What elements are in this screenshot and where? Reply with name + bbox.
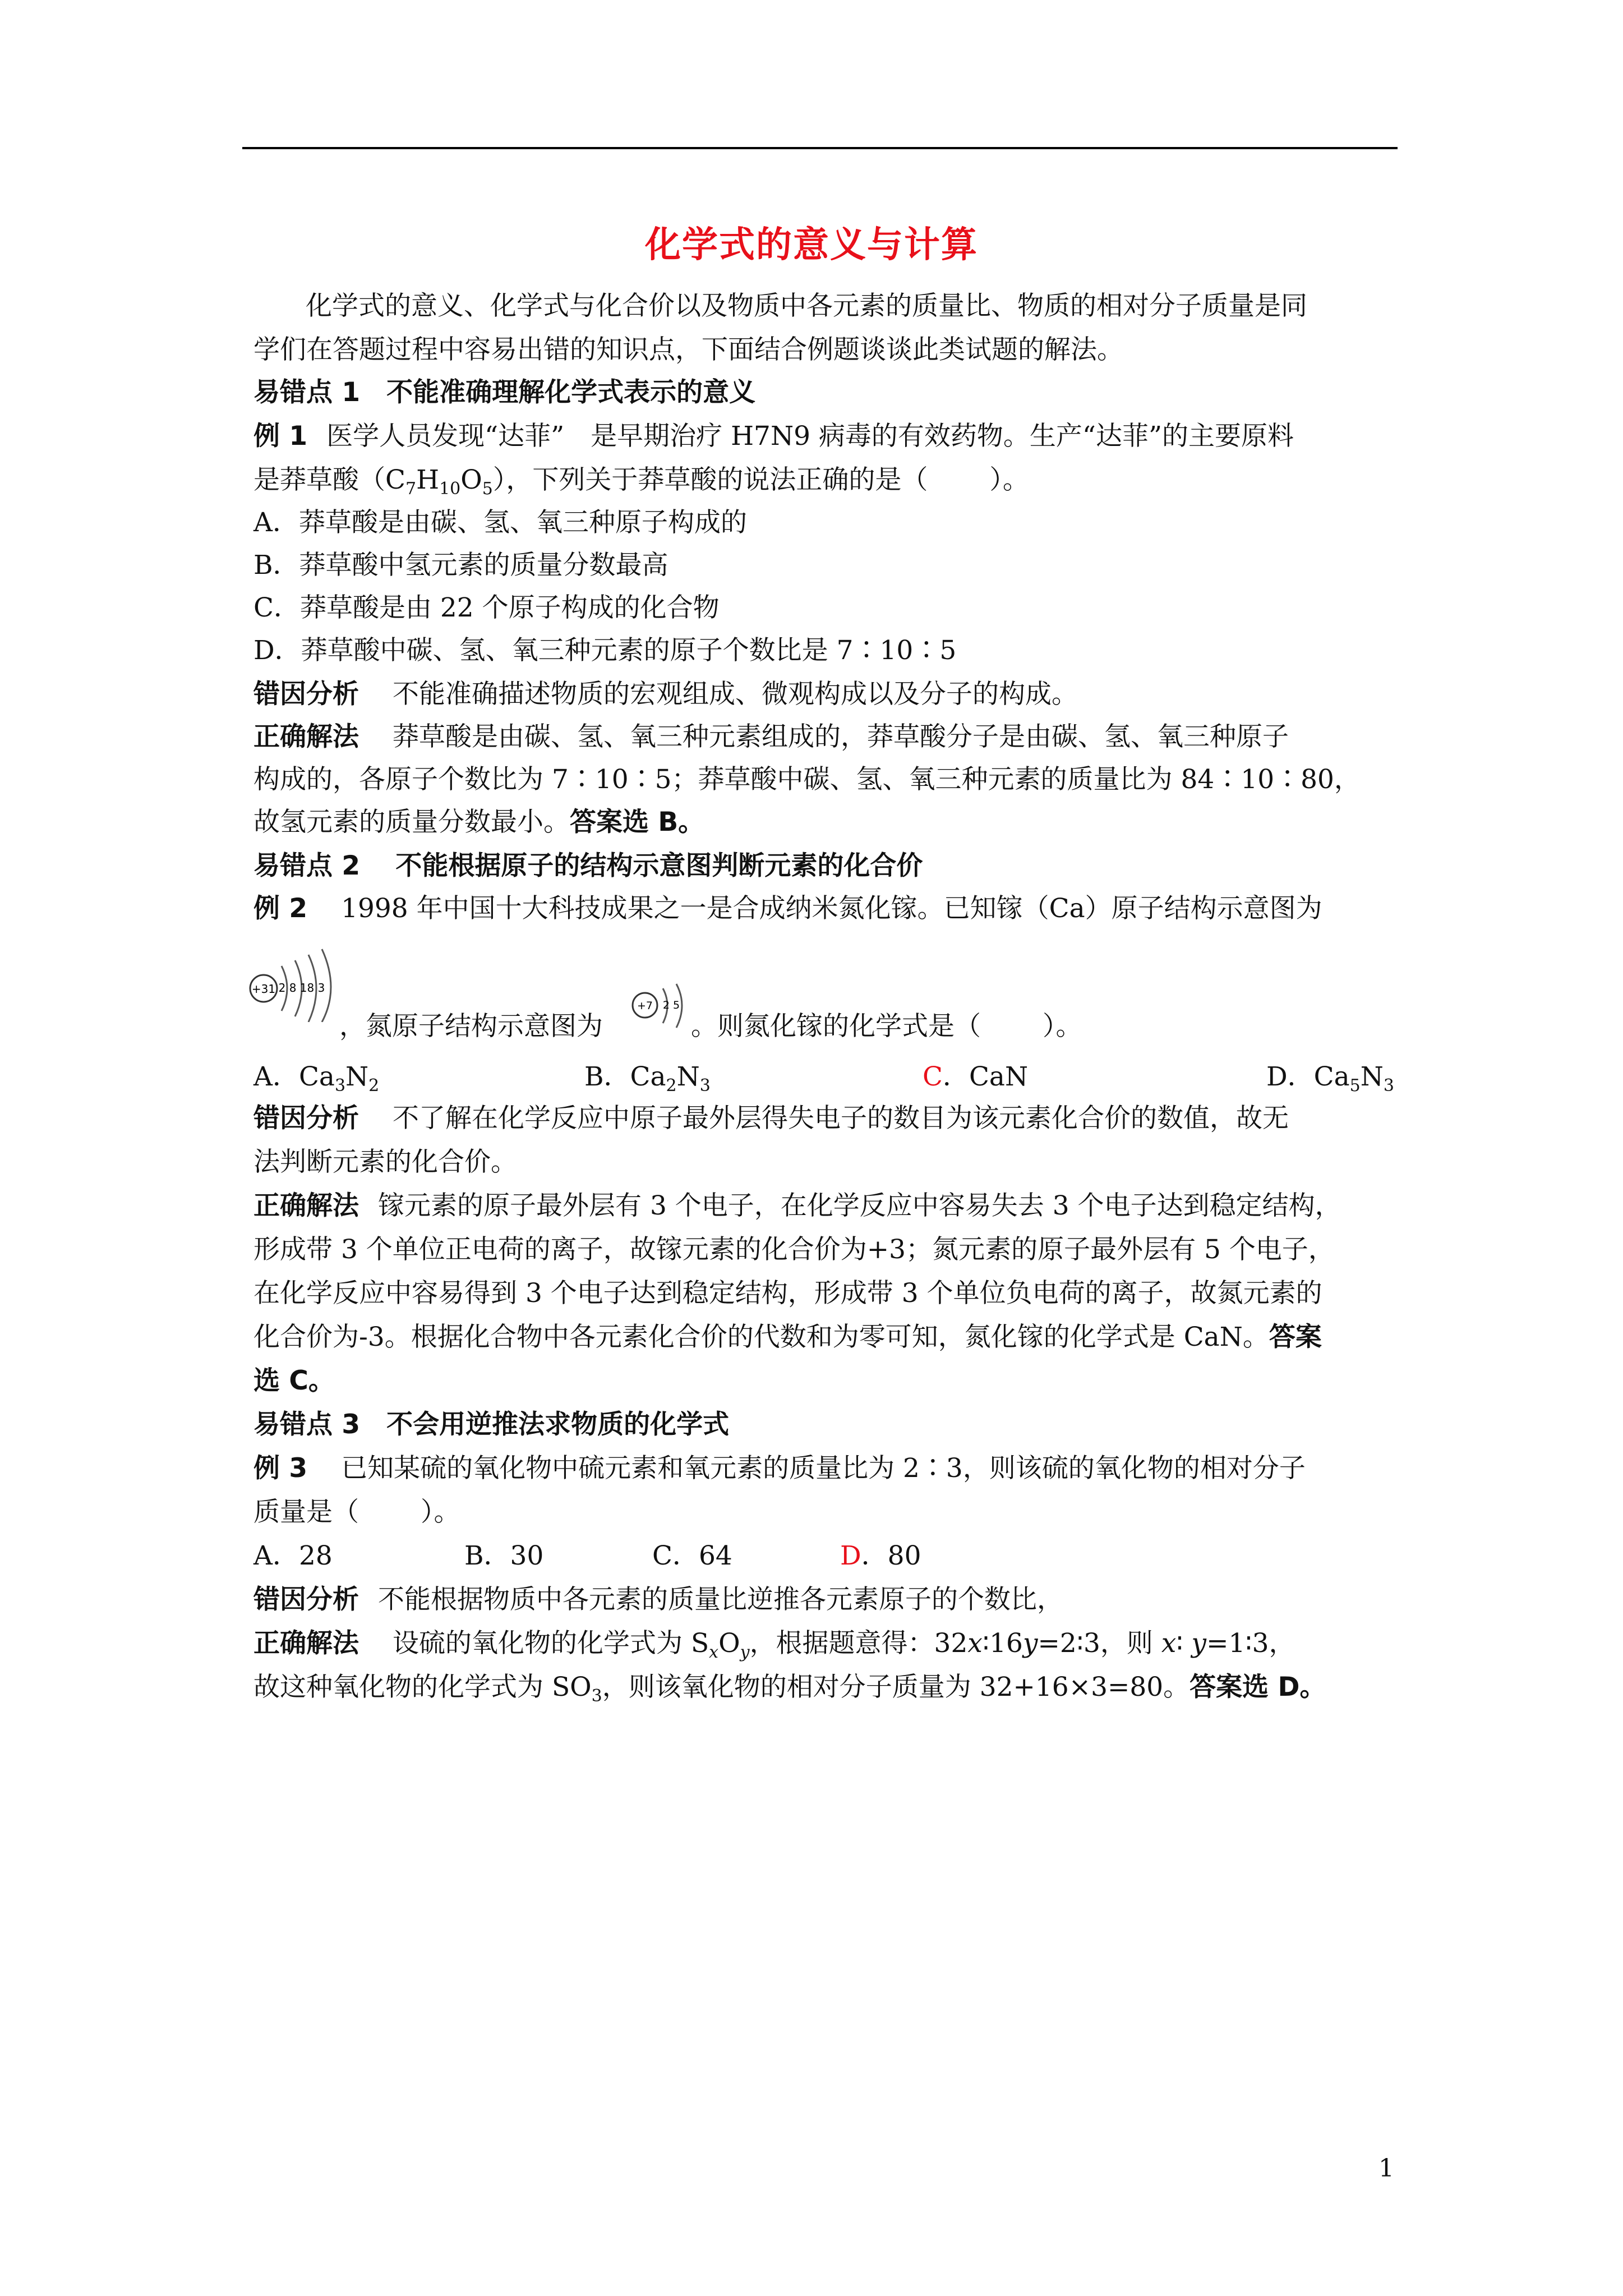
point2-solution-line-1: 正确解法 镓元素的原子最外层有 3 个电子，在化学反应中容易失去 3 个电子达到稳定结构， [253, 1190, 1341, 1221]
point2-option-c-letter: C [923, 1061, 943, 1092]
point1-heading: 易错点 1 不能准确理解化学式表示的意义 [253, 377, 756, 408]
point3-question-line-2: 质量是（ ）。 [253, 1497, 460, 1527]
page-title: 化学式的意义与计算 [645, 224, 978, 266]
point2-heading: 易错点 2 不能根据原子的结构示意图判断元素的化合价 [253, 850, 923, 881]
point2-cause-line-2: 法判断元素的化合价。 [253, 1147, 517, 1177]
point1-cause: 错因分析 不能准确描述物质的宏观组成、微观构成以及分子的构成。 [253, 679, 1078, 710]
gallium-shell-labels: 2 8 18 3 [278, 981, 325, 995]
point3-option-b: B．30 [464, 1540, 544, 1571]
point3-answer: 答案选 D。 [1189, 1672, 1326, 1703]
point2-option-a: A．$Ca_3N_2$ [253, 1061, 380, 1096]
point1-option-a: A．莽草酸是由碳、氢、氧三种原子构成的 [253, 507, 747, 538]
point2-question-line-2b: 。则氮化镓的化学式是（ ）。 [691, 1011, 1082, 1042]
point2-question-line-2a: ，氮原子结构示意图为 [339, 1011, 603, 1042]
point1-question-line-2: 是莽草酸$(C_7H_{10}O_5)$，下列关于莽草酸的说法正确的是（ ）。 [253, 464, 1029, 499]
point3-question-line-1: 例 3 已知某硫的氧化物中硫元素和氧元素的质量比为 2∶3，则该硫的氧化物的相对分子 [253, 1453, 1306, 1484]
example-3-label: 例 3 [253, 1453, 308, 1484]
point3-option-d: D．80 [840, 1540, 921, 1571]
point1-solution-line-3: 故氢元素的质量分数最小。答案选 B。 [253, 807, 705, 838]
header-rule [242, 147, 1398, 149]
point2-cause-line-1: 错因分析 不了解在化学反应中原子最外层得失电子的数目为该元素化合价的数值，故无 [253, 1103, 1289, 1134]
point3-option-d-letter: D [840, 1540, 861, 1571]
point2-option-c: C．CaN [923, 1061, 1029, 1092]
point1-answer: 答案选 B。 [570, 807, 705, 838]
point2-solution-line-4: 化合价为-3。根据化合物中各元素化合价的代数和为零可知，氮化镓的化学式是 CaN。答案 [253, 1322, 1322, 1352]
point3-cause: 错因分析 不能根据物质中各元素的质量比逆推各元素原子的个数比， [253, 1584, 1063, 1615]
nitrogen-nucleus-label: +7 [637, 1000, 653, 1012]
point3-option-c: C．64 [652, 1540, 732, 1571]
gallium-atom-diagram [247, 938, 342, 1022]
point2-question-line-1: 例 2 1998 年中国十大科技成果之一是合成纳米氮化镓。已知镓（Ca）原子结构示意图为 [253, 893, 1322, 924]
page-number: 1 [1378, 2154, 1394, 2183]
point3-solution-line-2: 故这种氧化物的化学式为 $SO_3$，则该氧化物的相对分子质量为 32+16×3=80。答案选 D。 [253, 1672, 1326, 1706]
point3-option-a: A．28 [253, 1540, 333, 1571]
point1-option-b: B．莽草酸中氢元素的质量分数最高 [253, 550, 668, 581]
point2-solution-line-2: 形成带 3 个单位正电荷的离子，故镓元素的化合价为+3；氮元素的原子最外层有 5 个电子， [253, 1234, 1335, 1265]
nitrogen-atom-diagram [627, 976, 689, 1032]
gallium-nucleus-label: +31 [251, 982, 276, 996]
example-1-label: 例 1 [253, 421, 308, 452]
point1-option-d: D．莽草酸中碳、氢、氧三种元素的原子个数比是 7∶10∶5 [253, 635, 957, 666]
nitrogen-shell-labels: 2 5 [662, 999, 680, 1011]
point2-answer: 选 C。 [253, 1365, 335, 1396]
point2-option-d: D．$Ca_5N_3$ [1266, 1061, 1394, 1096]
point1-question-line-1: 例 1 医学人员发现“达菲” 是早期治疗 H7N9 病毒的有效药物。生产“达菲”的主要原料 [253, 421, 1294, 452]
point1-solution-line-2: 构成的，各原子个数比为 7∶10∶5；莽草酸中碳、氢、氧三种元素的质量比为 84∶10∶80， [253, 764, 1361, 795]
point3-heading: 易错点 3 不会用逆推法求物质的化学式 [253, 1409, 730, 1440]
intro-line-2: 学们在答题过程中容易出错的知识点，下面结合例题谈谈此类试题的解法。 [253, 334, 1123, 365]
point2-option-b: B．$Ca_2N_3$ [584, 1061, 711, 1096]
point1-option-c: C．莽草酸是由 22 个原子构成的化合物 [253, 592, 720, 623]
intro-line-1: 化学式的意义、化学式与化合价以及物质中各元素的质量比、物质的相对分子质量是同 [306, 291, 1307, 321]
point2-solution-line-3: 在化学反应中容易得到 3 个电子达到稳定结构，形成带 3 个单位负电荷的离子，故氮元素的 [253, 1278, 1322, 1309]
example-2-label: 例 2 [253, 893, 308, 924]
point3-solution-line-1: 正确解法 设硫的氧化物的化学式为 $S_xO_y$，根据题意得：32x∶16y=2∶3，则 x∶ y=1∶3， [253, 1628, 1295, 1662]
point1-solution-line-1: 正确解法 莽草酸是由碳、氢、氧三种元素组成的，莽草酸分子是由碳、氢、氧三种原子 [253, 721, 1289, 752]
